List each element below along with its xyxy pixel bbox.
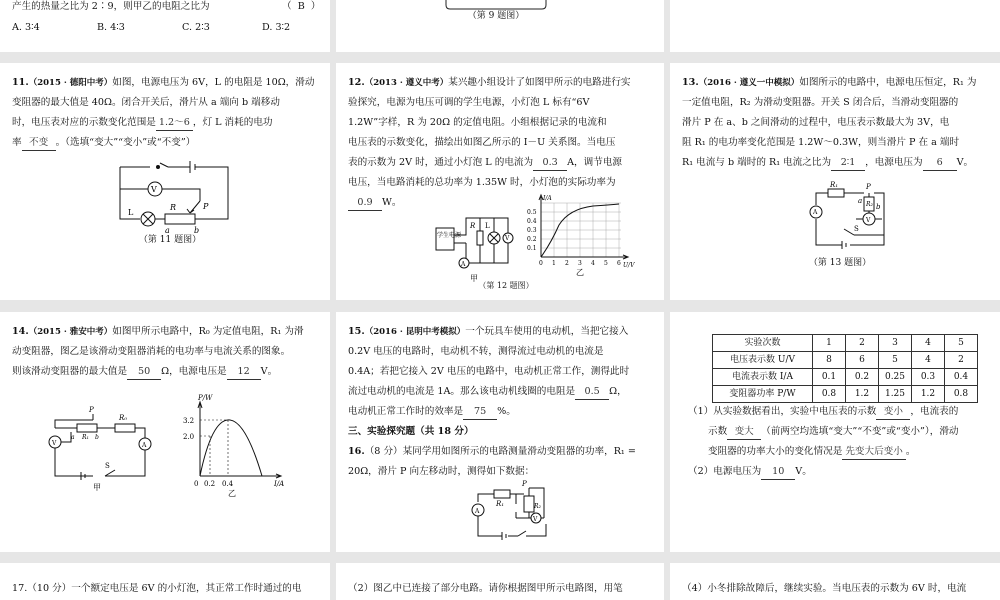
q10-text: 产生的热量之比为 2∶9，则甲乙的电阻之比为	[12, 1, 210, 12]
q14-p-label: P	[89, 406, 94, 414]
option-d: D. 3∶2	[262, 22, 291, 33]
q12-voltmeter-label: V	[505, 235, 510, 242]
q13-text: 13.（2016 · 遵义一中模拟）如图所示的电路中，电源电压恒定，R₁ 为 一定值电阻，R₂ 为滑动变阻器。开关 S 闭合后，当滑动变阻器的 滑片 P 在 a、b 之间滑动的过程中，电压表示数最大为 3V，电 阻 R₁ 的电功率变化范围是 1.2W～0.3W，则当滑片 P 在 a 端时 R₁ 电流与 b 端时的 R₁ 电流之比为 2∶1 ，电源电压为 6 V。	[682, 73, 990, 173]
table-cell: 8	[813, 352, 846, 369]
q16-p-label: P	[522, 480, 527, 488]
q17-part4-text: （4）小冬排除故障后，继续实验。当电压表的示数为 6V 时，电流	[682, 583, 967, 594]
table-cell: 0.2	[846, 369, 879, 386]
q14-voltmeter-label: V	[52, 440, 57, 447]
q16-answer-power-trend: 先变大后变小	[842, 445, 906, 460]
panel-q11	[0, 63, 330, 300]
q12-answer-current: 0.3	[533, 156, 567, 171]
q14-x-axis-label: I/A	[274, 480, 285, 488]
q14-r0-label: R₀	[119, 414, 128, 422]
table-cell: 0.25	[879, 369, 912, 386]
q13-caption: （第 13 题图）	[808, 258, 872, 268]
q12-x-tick: 5	[604, 260, 608, 267]
q16-answer-source-voltage: 10	[761, 465, 795, 480]
q14-label-yi: 乙	[228, 489, 236, 498]
q12-y-axis-label: I/A	[543, 195, 552, 202]
q13-b-label: b	[876, 203, 881, 211]
q12-caption: （第 12 题图）	[478, 281, 534, 290]
q13-answer-ratio: 2∶1	[831, 156, 865, 171]
table-cell: 2	[846, 335, 879, 352]
q14-s-label: S	[105, 462, 110, 470]
table-cell: 5	[879, 352, 912, 369]
q12-resistor-label: R	[470, 222, 476, 230]
q12-ammeter-label: A	[461, 261, 466, 268]
q14-x-tick: 0.4	[222, 480, 234, 488]
q12-source-label: 学生电源	[437, 232, 462, 239]
q12-x-tick: 4	[591, 260, 595, 267]
q14-y-tick: 2.0	[183, 433, 195, 441]
q14-answer-voltage: 12	[227, 365, 261, 380]
q16-data-table	[712, 334, 978, 403]
q13-r1-label: R₁	[830, 181, 839, 189]
table-cell: 1.2	[846, 386, 879, 403]
q13-ammeter-label: A	[813, 209, 818, 216]
q16-r1-label: R₁	[496, 500, 505, 508]
q12-x-tick: 3	[578, 260, 582, 267]
q12-y-tick: 0.2	[527, 236, 537, 243]
table-cell: 实验次数	[713, 335, 813, 352]
panel-top-right	[670, 0, 1000, 52]
section-title: 三、实验探究题（共 18 分）	[348, 426, 474, 437]
table-cell: 5	[945, 335, 978, 352]
q13-p-label: P	[866, 183, 871, 191]
q11-slider-label: P	[203, 202, 209, 211]
table-cell: 电流表示数 I/A	[713, 369, 813, 386]
q11-text: 11.（2015 · 德阳中考）如图，电源电压为 6V，L 的电阻是 10Ω，滑动 变阻器的最大值是 40Ω。闭合开关后，滑片从 a 端向 b 端移动 时，电压表对应的示数变化范围是 1.2～6 ，灯 L 消耗的电功 率 不变 。（选填“变大”“变小”或“不变”）	[12, 73, 320, 153]
q13-voltmeter-label: V	[866, 217, 871, 224]
q12-x-tick: 6	[617, 260, 621, 267]
table-cell: 6	[846, 352, 879, 369]
q13-answer-voltage: 6	[923, 156, 957, 171]
table-row	[713, 352, 978, 369]
option-b: B. 4∶3	[97, 22, 125, 33]
q14-ammeter-label: A	[142, 442, 147, 449]
panel-top-mid	[336, 0, 664, 52]
table-cell: 4	[912, 352, 945, 369]
q14-answer-resistance: 50	[127, 365, 161, 380]
table-cell: 0.4	[945, 369, 978, 386]
table-cell: 1	[813, 335, 846, 352]
q13-s-label: S	[854, 225, 859, 233]
q10-answer-bracket: （ B ）	[282, 1, 321, 12]
q12-text: 12.（2013 · 遵义中考）某兴趣小组设计了如图甲所示的电路进行实 验探究，电源为电压可调的学生电源，小灯泡 L 标有“6V 1.2W”字样，R 为 20Ω 的定值电阻。小组根据记录的电流和 电压表的示数变化，描绘出如图乙所示的 I－U 关系图。当电压 表的示数为 2V 时，通过小灯泡 L 的电流为 0.3 A，调节电源 电压，当电路消耗的总功率为 1.35W 时，小灯泡的实际功率为 0.9 W。	[348, 73, 654, 213]
q14-power-graph	[180, 394, 290, 498]
q14-text: 14.（2015 · 雅安中考）如图甲所示电路中，R₀ 为定值电阻，R₁ 为滑 动变阻器，图乙是该滑动变阻器消耗的电功率与电流关系的图象。 则该滑动变阻器的最大值是 50 Ω，电源电压是 12 V。	[12, 322, 320, 382]
table-cell: 0.8	[945, 386, 978, 403]
q15-answer-resistance: 0.5	[575, 385, 609, 400]
q14-r1-label: R₁	[82, 434, 89, 441]
table-cell: 1.25	[879, 386, 912, 403]
table-cell: 0.1	[813, 369, 846, 386]
option-a: A. 3∶4	[12, 22, 40, 33]
q12-x-axis-label: U/V	[623, 262, 635, 269]
q11-end-a: a	[165, 226, 170, 235]
q11-lamp-label: L	[128, 208, 134, 217]
q12-iu-graph	[521, 195, 641, 275]
table-cell: 3	[879, 335, 912, 352]
q11-answer-power: 不变	[22, 136, 56, 151]
q15-text: 15.（2016 · 昆明中考模拟）一个玩具车使用的电动机，当把它接入 0.2V 电压的电路时，电动机不转，测得流过电动机的电流是 0.4A；若把它接入 2V 电压的电路中，电动机正常工作，测得此时 流过电动机的电流是 1A。那么该电动机线圈的电阻是 0.5 Ω， 电动机正常工作时的效率是 75 %。 三、实验探究题（共 18 分） 16.（8 分）某同学用如图所示的电路测量滑动变阻器的功率，R₁ = 20Ω，滑片 P 向左移动时，测得如下数据：	[348, 322, 654, 482]
q12-y-tick: 0.4	[527, 218, 537, 225]
q14-label-jia: 甲	[93, 483, 101, 492]
q12-y-tick: 0.1	[527, 245, 537, 252]
panel-q16-table	[670, 312, 1000, 552]
q16-r2-label: R₂	[534, 503, 541, 510]
q10-answer: B	[297, 1, 305, 12]
panel-q12	[336, 63, 664, 300]
q12-x-tick: 1	[552, 260, 556, 267]
q16-circuit-diagram	[468, 480, 568, 544]
table-row	[713, 369, 978, 386]
q11-caption: （第 11 题图）	[138, 235, 202, 245]
table-cell: 变阻器功率 P/W	[713, 386, 813, 403]
panel-q17-part4	[670, 563, 1000, 600]
q12-label-yi: 乙	[576, 268, 584, 277]
q12-y-tick: 0.3	[527, 227, 537, 234]
q10-stem	[12, 0, 320, 17]
q12-circuit-diagram	[436, 213, 526, 283]
q15-answer-efficiency: 75	[463, 405, 497, 420]
q12-x-tick: 0	[539, 260, 543, 267]
q11-circuit-diagram	[110, 157, 240, 237]
table-row	[713, 386, 978, 403]
q14-y-tick: 3.2	[183, 417, 195, 425]
q16-voltmeter-label: V	[533, 516, 538, 523]
q12-y-tick: 0.5	[527, 209, 537, 216]
q12-answer-power: 0.9	[348, 196, 382, 211]
table-cell: 1.2	[912, 386, 945, 403]
q17-part2-text: （2）图乙中已连接了部分电路。请你根据图甲所示电路图，用笔	[348, 583, 623, 594]
q16-subquestions: （1）从实验数据看出，实验中电压表的示数 变小 ，电流表的 示数 变大 （前两空均选填“变大”“不变”或“变小”），滑动 变阻器的功率大小的变化情况是 先变大后变小 。 （2）电源电压为 10 V。	[688, 402, 990, 482]
q11-voltmeter-label: V	[151, 185, 157, 194]
q14-a-label: a	[71, 434, 75, 441]
q14-x-tick: 0.2	[204, 480, 216, 488]
q14-b-label: b	[95, 434, 99, 441]
table-cell: 2	[945, 352, 978, 369]
q16-answer-voltmeter: 变小	[876, 405, 910, 420]
panel-top-left	[0, 0, 330, 52]
q12-x-tick: 2	[565, 260, 569, 267]
q17-text: 17.（10 分）一个额定电压是 6V 的小灯泡，其正常工作时通过的电	[12, 583, 302, 594]
table-cell: 0.8	[813, 386, 846, 403]
q14-circuit-diagram	[45, 406, 155, 492]
q13-r2-label: R₂	[866, 201, 873, 208]
panel-q14	[0, 312, 330, 552]
table-header-row	[713, 335, 978, 352]
panel-q13	[670, 63, 1000, 300]
option-c: C. 2∶3	[182, 22, 210, 33]
q13-a-label: a	[858, 197, 863, 205]
q14-y-axis-label: P/W	[198, 394, 213, 402]
panel-q17	[0, 563, 330, 600]
panel-q17-part2	[336, 563, 664, 600]
q11-answer-range: 1.2～6	[156, 116, 193, 131]
q16-answer-ammeter: 变大	[727, 425, 761, 440]
q12-lamp-label: L	[485, 222, 490, 230]
table-cell: 4	[912, 335, 945, 352]
q11-end-b: b	[194, 226, 200, 235]
q12-label-jia: 甲	[470, 274, 478, 283]
fig9-caption: （第 9 题图）	[467, 11, 525, 21]
panel-q15-q16	[336, 312, 664, 552]
q11-resistor-label: R	[170, 203, 177, 212]
q16-ammeter-label: A	[475, 508, 480, 515]
q13-circuit-diagram	[806, 181, 906, 250]
q14-x-tick: 0	[194, 480, 199, 488]
table-cell: 0.3	[912, 369, 945, 386]
table-cell: 电压表示数 U/V	[713, 352, 813, 369]
